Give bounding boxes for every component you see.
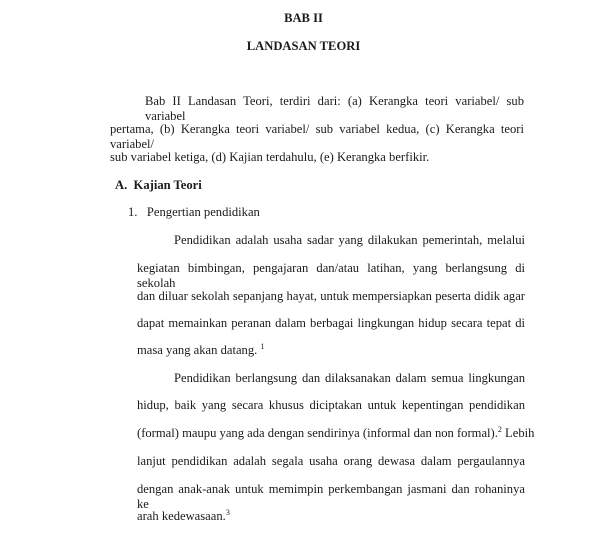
chapter-heading: BAB II (284, 11, 323, 25)
paragraph-1-line-2: kegiatan bimbingan, pengajaran dan/atau latihan, yang berlangsung di sekolah (137, 261, 525, 290)
footnote-marker-3: 3 (225, 508, 230, 517)
footnote-marker-1: 1 (260, 342, 265, 351)
paragraph-2-line-2: hidup, baik yang secara khusus diciptakan untuk kepentingan pendidikan (137, 398, 525, 412)
chapter-title: LANDASAN TEORI (246, 39, 361, 53)
paragraph-2-line-3 (137, 426, 534, 441)
paragraph-1-line-1: Pendidikan adalah usaha sadar yang dilakukan pemerintah, melalui (174, 233, 525, 247)
paragraph-2-line-5: dengan anak-anak untuk memimpin perkembangan jasmani dan rohaninya ke (137, 482, 525, 511)
paragraph-2-line-3-tail: Lebih (501, 426, 535, 440)
paragraph-1-line-3: dan diluar sekolah sepanjang hayat, untuk mempersiapkan peserta didik agar (137, 289, 525, 303)
intro-line-1: Bab II Landasan Teori, terdiri dari: (a) Kerangka teori variabel/ sub variabel (145, 94, 524, 123)
paragraph-2-line-3-text: (formal) maupu yang ada dengan sendirinya (informal dan non formal). (137, 426, 498, 440)
paragraph-2-line-4: lanjut pendidikan adalah segala usaha orang dewasa dalam pergaulannya (137, 454, 525, 468)
section-heading-kajian-teori: A. Kajian Teori (115, 178, 202, 192)
intro-line-2: pertama, (b) Kerangka teori variabel/ sub variabel kedua, (c) Kerangka teori variabel/ (110, 122, 524, 151)
paragraph-2-line-6-text: arah kedewasaan. (137, 509, 226, 523)
paragraph-1-line-5-text: masa yang akan datang. (137, 343, 258, 357)
intro-line-3: sub variabel ketiga, (d) Kajian terdahulu, (e) Kerangka berfikir. (110, 150, 430, 164)
paragraph-1-line-5 (137, 343, 264, 358)
subsection-heading-pengertian-pendidikan: 1. Pengertian pendidikan (128, 205, 260, 219)
paragraph-2-line-1: Pendidikan berlangsung dan dilaksanakan dalam semua lingkungan (174, 371, 525, 385)
footnote-marker-2: 2 (497, 425, 502, 434)
paragraph-1-line-4: dapat memainkan peranan dalam berbagai lingkungan hidup secara tepat di (137, 316, 525, 330)
paragraph-2-line-6 (137, 509, 230, 524)
